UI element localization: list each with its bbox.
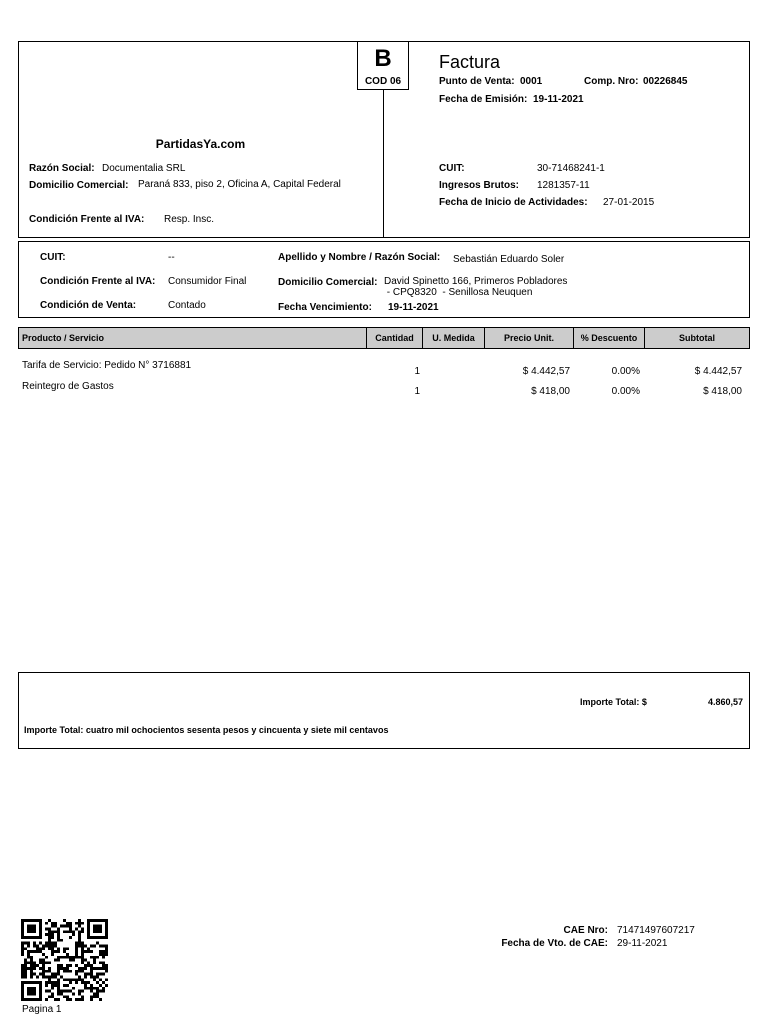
client-nombre-label: Apellido y Nombre / Razón Social:: [278, 252, 441, 263]
items-table-header: [18, 327, 750, 349]
invoice-letter: B: [374, 45, 392, 72]
client-nombre-value: Sebastián Eduardo Soler: [453, 254, 565, 265]
issuer-cuit-label: CUIT:: [439, 163, 465, 174]
qr-code-icon: [21, 919, 108, 1001]
client-cuit-value: --: [168, 252, 175, 263]
inicio-actividades-label: Fecha de Inicio de Actividades:: [439, 197, 588, 208]
col-header-producto: Producto / Servicio: [19, 328, 367, 348]
col-header-cantidad: Cantidad: [367, 328, 423, 348]
ingresos-brutos-value: 1281357-11: [537, 180, 590, 191]
col-header-precio: Precio Unit.: [485, 328, 574, 348]
punto-venta-value: 0001: [520, 76, 543, 87]
row-precio: $ 418,00: [531, 386, 570, 397]
row-cantidad: 1: [414, 386, 420, 397]
domicilio-value: Paraná 833, piso 2, Oficina A, Capital Federal: [138, 179, 341, 190]
invoice-letter-box: [357, 41, 409, 90]
table-row: [0, 356, 768, 378]
importe-total-value: 4.860,57: [707, 697, 743, 707]
ingresos-brutos-label: Ingresos Brutos:: [439, 180, 520, 191]
totals-box: [18, 672, 750, 749]
vto-cae-label: Fecha de Vto. de CAE:: [501, 938, 608, 949]
client-condicion-iva-label: Condición Frente al IVA:: [40, 276, 156, 287]
fecha-emision-label: Fecha de Emisión:: [439, 94, 528, 105]
row-descuento: 0.00%: [611, 386, 640, 397]
issuer-brand: PartidasYa.com: [155, 137, 246, 151]
invoice-code: COD 06: [364, 76, 402, 87]
col-header-descuento: % Descuento: [574, 328, 645, 348]
row-cantidad: 1: [414, 366, 420, 377]
client-domicilio-label: Domicilio Comercial:: [278, 277, 378, 288]
vencimiento-label: Fecha Vencimiento:: [278, 302, 372, 313]
condicion-venta-value: Contado: [168, 300, 206, 311]
punto-venta-label: Punto de Venta:: [439, 76, 515, 87]
invoice-title: Factura: [439, 52, 501, 72]
vto-cae-value: 29-11-2021: [617, 938, 668, 949]
condicion-iva-label: Condición Frente al IVA:: [29, 214, 145, 225]
comp-nro-value: 00226845: [643, 76, 688, 87]
row-descuento: 0.00%: [611, 366, 640, 377]
header-divider: [383, 90, 384, 237]
table-row: [0, 377, 768, 399]
condicion-venta-label: Condición de Venta:: [40, 300, 137, 311]
row-subtotal: $ 418,00: [703, 386, 742, 397]
page-number: Pagina 1: [22, 1004, 62, 1015]
col-header-medida: U. Medida: [423, 328, 485, 348]
cae-value: 71471497607217: [617, 925, 695, 936]
razon-social-label: Razón Social:: [29, 163, 95, 174]
client-cuit-label: CUIT:: [40, 252, 66, 263]
domicilio-label: Domicilio Comercial:: [29, 180, 129, 191]
row-subtotal: $ 4.442,57: [694, 366, 742, 377]
client-condicion-iva-value: Consumidor Final: [168, 276, 247, 287]
row-precio: $ 4.442,57: [522, 366, 570, 377]
row-producto: Reintegro de Gastos: [22, 381, 114, 392]
issuer-cuit-value: 30-71468241-1: [537, 163, 605, 174]
condicion-iva-value: Resp. Insc.: [164, 214, 215, 225]
inicio-actividades-value: 27-01-2015: [603, 197, 655, 208]
col-header-subtotal: Subtotal: [679, 333, 715, 343]
client-domicilio-line2: - CPQ8320 - Senillosa Neuquen: [384, 287, 533, 298]
client-domicilio-line1: David Spinetto 166, Primeros Pobladores: [384, 276, 568, 287]
importe-total-label: Importe Total: $: [580, 697, 647, 707]
comp-nro-label: Comp. Nro:: [584, 76, 639, 87]
razon-social-value: Documentalia SRL: [102, 163, 186, 174]
cae-label: CAE Nro:: [563, 925, 608, 936]
importe-letras: Importe Total: cuatro mil ochocientos sesenta pesos y cincuenta y siete mil centavos: [24, 725, 389, 735]
row-producto: Tarifa de Servicio: Pedido N° 3716881: [22, 360, 192, 371]
fecha-emision-value: 19-11-2021: [533, 94, 584, 105]
vencimiento-value: 19-11-2021: [388, 302, 439, 313]
